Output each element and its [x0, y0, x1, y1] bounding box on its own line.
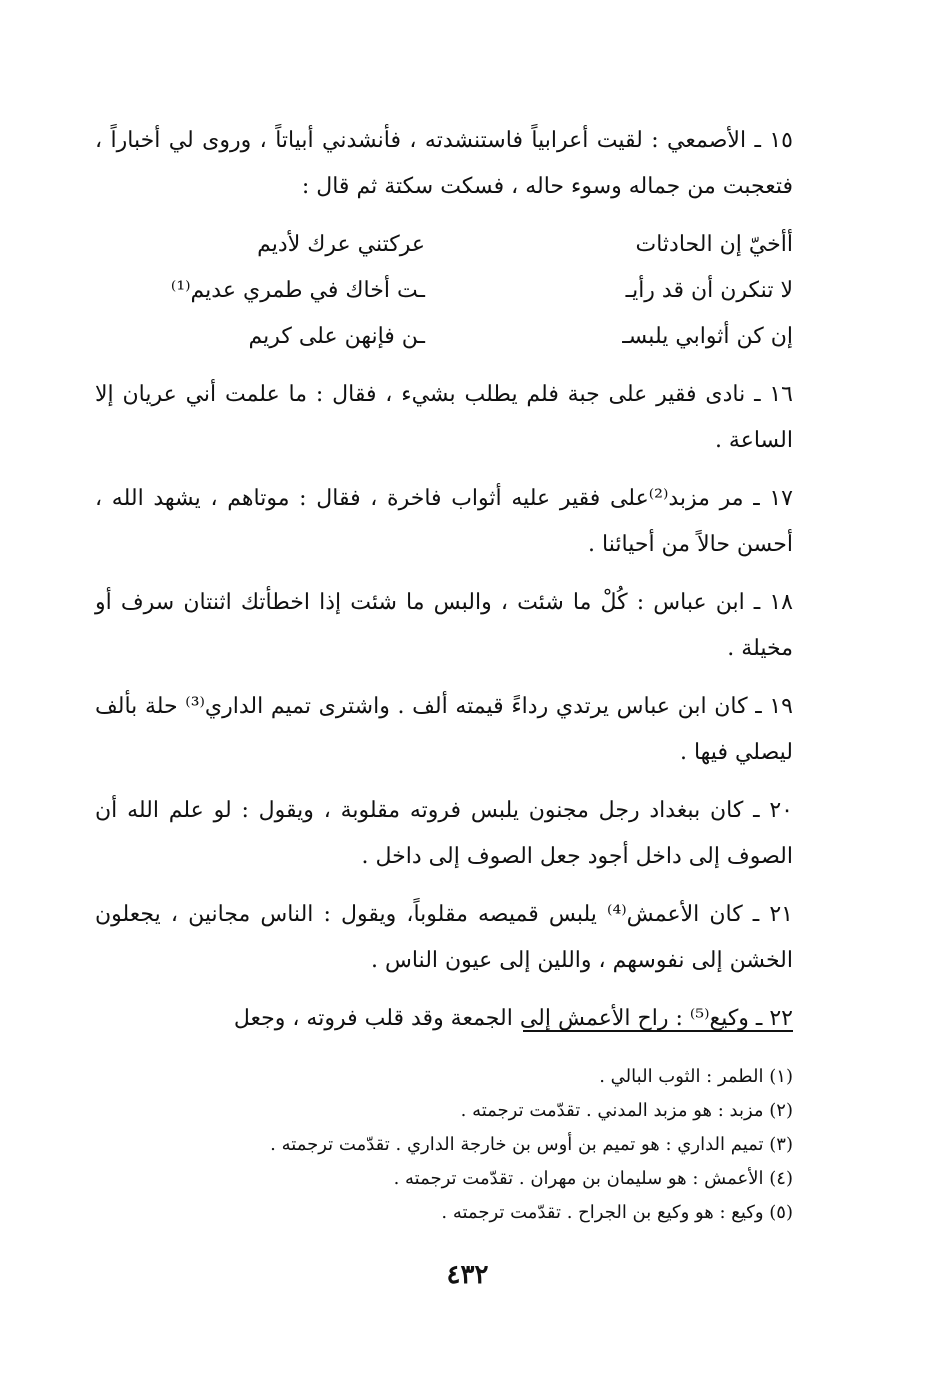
main-text	[95, 118, 793, 1042]
paragraph-15: ١٥ ـ الأصمعي : لقيت أعرابياً فاستنشدته ، فأنشدني أبياتاً ، وروى لي أخباراً ، فتعجبت من جماله وسوء حاله ، فسكت سكتة ثم قال :	[95, 128, 793, 199]
footnote-3: (٣) تميم الداري : هو تميم بن أوس بن خارجة الداري . تقدّمت ترجمته .	[270, 1134, 793, 1155]
poem-verse	[95, 222, 793, 268]
paragraph-19: ١٩ ـ كان ابن عباس يرتدي رداءً قيمته ألف . واشترى تميم الداري⁽³⁾ حلة بألف ليصلي فيها .	[95, 694, 793, 765]
footnote-4: (٤) الأعمش : هو سليمان بن مهران . تقدّمت ترجمته .	[393, 1168, 793, 1189]
poem	[95, 222, 793, 360]
verse-second-hemistich: عركتني عرك لأديم	[257, 232, 425, 257]
page-number: ٤٣٢	[446, 1260, 489, 1290]
verse-second-hemistich: ـت أخاك في طمري عديم⁽¹⁾	[170, 278, 425, 303]
paragraph-17: ١٧ ـ مر مزبد⁽²⁾على فقير عليه أثواب فاخرة ، فقال : موتاهم ، يشهد الله ، أحسن حالاً من أحيائنا .	[95, 486, 793, 557]
poem-verse	[95, 268, 793, 314]
paragraph-22: ٢٢ ـ وكيع⁽⁵⁾ : راح الأعمش إلى الجمعة وقد قلب فروته ، وجعل	[233, 1006, 793, 1031]
verse-first-hemistich: أأخيّ إن الحادثات	[635, 232, 793, 257]
paragraph-20: ٢٠ ـ كان ببغداد رجل مجنون يلبس فروته مقلوبة ، ويقول : لو علم الله أن الصوف إلى داخل أجود جعل الصوف إلى داخل .	[95, 798, 793, 869]
footnote-2: (٢) مزبد : هو مزبد المدني . تقدّمت ترجمته .	[460, 1100, 793, 1121]
verse-first-hemistich: لا تنكرن أن قد رأيـ	[625, 278, 793, 303]
verse-first-hemistich: إن كن أثوابي يلبسـ	[622, 324, 793, 349]
paragraph-21: ٢١ ـ كان الأعمش⁽⁴⁾ يلبس قميصه مقلوباً، ويقول : الناس مجانين ، يجعلون الخشن إلى نفوسهم ، واللين إلى عيون الناس .	[95, 902, 793, 973]
poem-verse	[95, 314, 793, 360]
verse-second-hemistich: ـن فإنهن على كريم	[248, 324, 425, 349]
footnote-divider	[523, 1030, 793, 1032]
footnote-5: (٥) وكيع : هو وكيع بن الجراح . تقدّمت ترجمته .	[441, 1202, 793, 1223]
paragraph-16: ١٦ ـ نادى فقير على جبة فلم يطلب بشيء ، فقال : ما علمت أني عريان إلا الساعة .	[95, 382, 793, 453]
footnotes	[95, 1060, 793, 1230]
footnote-1: (١) الطمر : الثوب البالي .	[599, 1066, 793, 1087]
paragraph-18: ١٨ ـ ابن عباس : كُلْ ما شئت ، والبس ما شئت إذا اخطأتك اثنتان سرف أو مخيلة .	[95, 590, 793, 661]
